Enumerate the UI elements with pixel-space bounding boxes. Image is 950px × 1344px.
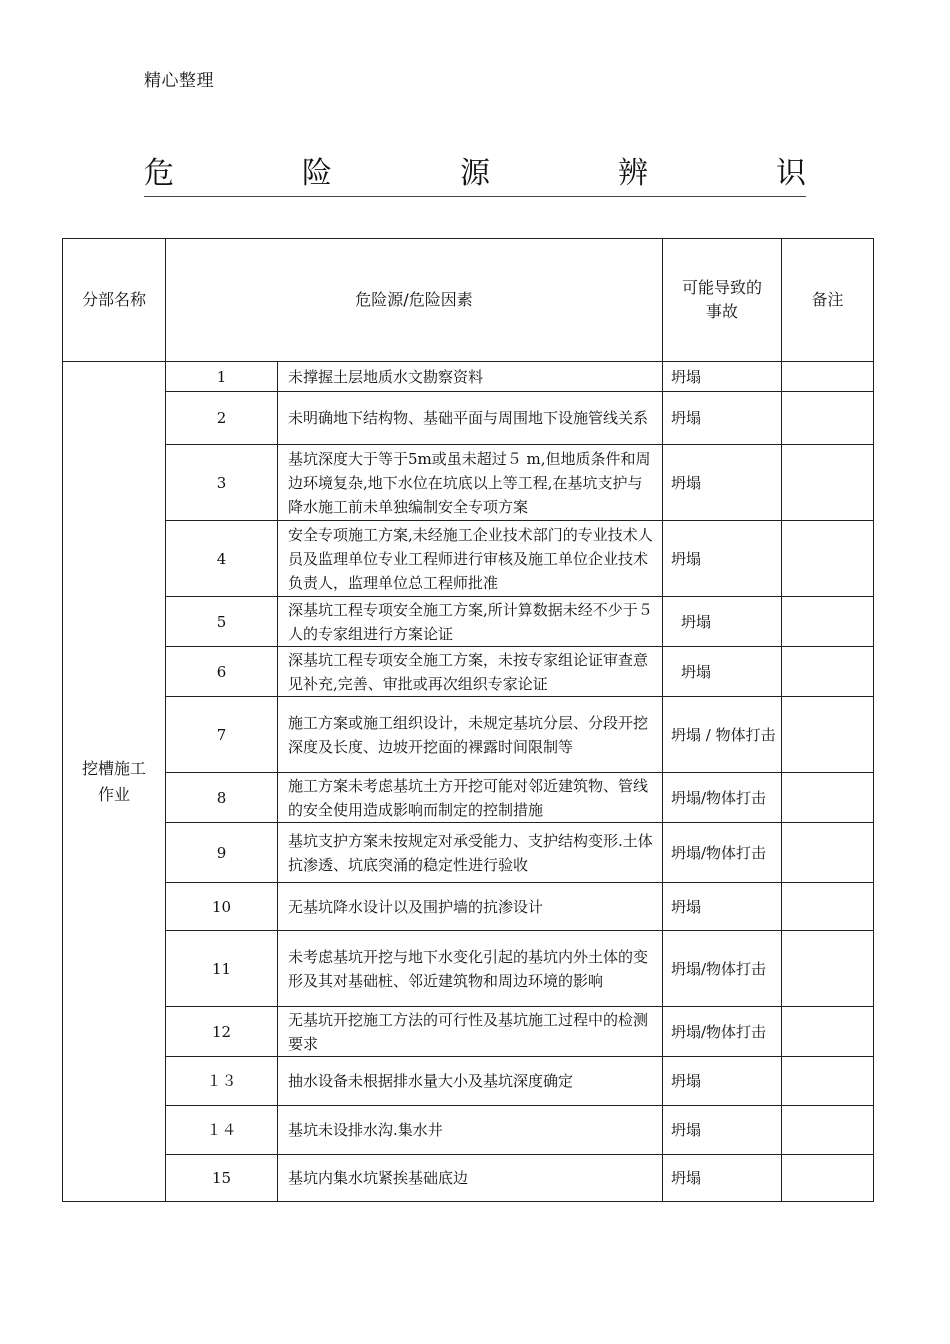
row-number: 1: [166, 362, 278, 392]
row-number: 8: [166, 773, 278, 823]
table-row: [63, 445, 874, 521]
accident-cell: 坍塌/物体打击: [663, 823, 782, 883]
remarks-cell: [782, 445, 874, 521]
remarks-cell: [782, 1057, 874, 1106]
page-title: [144, 150, 806, 190]
table-row: [63, 931, 874, 1007]
table-row: [63, 883, 874, 931]
title-underline: [144, 196, 806, 197]
hazard-cell: 抽水设备未根据排水量大小及基坑深度确定: [278, 1057, 663, 1106]
remarks-cell: [782, 1155, 874, 1202]
remarks-cell: [782, 647, 874, 697]
hazard-cell: 无基坑降水设计以及围护墙的抗渗设计: [278, 883, 663, 931]
hazard-cell: 施工方案或施工组织设计，未规定基坑分层、分段开挖深度及长度、边坡开挖面的裸露时间限制等: [278, 697, 663, 773]
title-char: 源: [460, 156, 490, 191]
hazard-cell: 未撑握土层地质水文勘察资料: [278, 362, 663, 392]
remarks-cell: [782, 823, 874, 883]
header-hazard: 危险源/危险因素: [166, 239, 663, 362]
row-number: 6: [166, 647, 278, 697]
accident-cell: 坍塌: [663, 521, 782, 597]
hazard-cell: 基坑深度大于等于5m或虽未超过５ m,但地质条件和周边环境复杂,地下水位在坑底以上等工程,在基坑支护与降水施工前未单独编制安全专项方案: [278, 445, 663, 521]
table-row: [63, 1057, 874, 1106]
accident-cell: 坍塌: [663, 597, 782, 647]
remarks-cell: [782, 773, 874, 823]
table-row: [63, 362, 874, 392]
remarks-cell: [782, 521, 874, 597]
remarks-cell: [782, 883, 874, 931]
table-header-row: [63, 239, 874, 362]
table-row: [63, 697, 874, 773]
row-number: １４: [166, 1106, 278, 1155]
remarks-cell: [782, 1106, 874, 1155]
header-remarks: 备注: [782, 239, 874, 362]
hazard-cell: 安全专项施工方案,未经施工企业技术部门的专业技术人员及监理单位专业工程师进行审核及施工单位企业技术负责人，监理单位总工程师批准: [278, 521, 663, 597]
accident-cell: 坍塌/物体打击: [663, 931, 782, 1007]
remarks-cell: [782, 392, 874, 445]
row-number: 10: [166, 883, 278, 931]
accident-cell: 坍塌: [663, 1057, 782, 1106]
row-number: 11: [166, 931, 278, 1007]
row-number: 12: [166, 1007, 278, 1057]
title-char: 识: [776, 156, 806, 191]
accident-cell: 坍塌: [663, 445, 782, 521]
table-row: [63, 1106, 874, 1155]
hazard-cell: 基坑未设排水沟.集水井: [278, 1106, 663, 1155]
table-row: [63, 647, 874, 697]
section-name-cell: 挖槽施工作业: [63, 362, 166, 1202]
page-header-note: 精心整理: [144, 71, 214, 91]
hazard-cell: 施工方案未考虑基坑土方开挖可能对邻近建筑物、管线的安全使用造成影响而制定的控制措施: [278, 773, 663, 823]
table-row: [63, 1155, 874, 1202]
accident-cell: 坍塌/物体打击: [663, 773, 782, 823]
hazard-cell: 基坑支护方案未按规定对承受能力、支护结构变形.土体抗渗透、坑底突涌的稳定性进行验收: [278, 823, 663, 883]
hazard-cell: 未明确地下结构物、基础平面与周围地下设施管线关系: [278, 392, 663, 445]
table-row: [63, 773, 874, 823]
accident-cell: 坍塌: [663, 1155, 782, 1202]
accident-cell: 坍塌: [663, 883, 782, 931]
remarks-cell: [782, 931, 874, 1007]
accident-cell: 坍塌: [663, 392, 782, 445]
row-number: １３: [166, 1057, 278, 1106]
row-number: 15: [166, 1155, 278, 1202]
table-row: [63, 1007, 874, 1057]
remarks-cell: [782, 1007, 874, 1057]
accident-cell: 坍塌 / 物体打击: [663, 697, 782, 773]
accident-cell: 坍塌: [663, 1106, 782, 1155]
remarks-cell: [782, 597, 874, 647]
accident-cell: 坍塌: [663, 362, 782, 392]
header-accident: 可能导致的事故: [663, 239, 782, 362]
row-number: 4: [166, 521, 278, 597]
table-row: [63, 823, 874, 883]
remarks-cell: [782, 362, 874, 392]
table-row: [63, 597, 874, 647]
accident-cell: 坍塌/物体打击: [663, 1007, 782, 1057]
title-char: 险: [302, 156, 332, 191]
accident-cell: 坍塌: [663, 647, 782, 697]
table-row: [63, 392, 874, 445]
hazard-cell: 未考虑基坑开挖与地下水变化引起的基坑内外土体的变形及其对基础桩、邻近建筑物和周边环境的影响: [278, 931, 663, 1007]
hazard-cell: 基坑内集水坑紧挨基础底边: [278, 1155, 663, 1202]
row-number: 5: [166, 597, 278, 647]
row-number: 3: [166, 445, 278, 521]
table-row: [63, 521, 874, 597]
hazard-cell: 深基坑工程专项安全施工方案，未按专家组论证审查意见补充,完善、审批或再次组织专家论证: [278, 647, 663, 697]
row-number: 2: [166, 392, 278, 445]
header-section: 分部名称: [63, 239, 166, 362]
remarks-cell: [782, 697, 874, 773]
hazard-table: [62, 238, 874, 1202]
row-number: 7: [166, 697, 278, 773]
hazard-cell: 无基坑开挖施工方法的可行性及基坑施工过程中的检测要求: [278, 1007, 663, 1057]
title-char: 危: [144, 156, 174, 191]
row-number: 9: [166, 823, 278, 883]
hazard-cell: 深基坑工程专项安全施工方案,所计算数据未经不少于５人的专家组进行方案论证: [278, 597, 663, 647]
title-char: 辨: [618, 156, 648, 191]
